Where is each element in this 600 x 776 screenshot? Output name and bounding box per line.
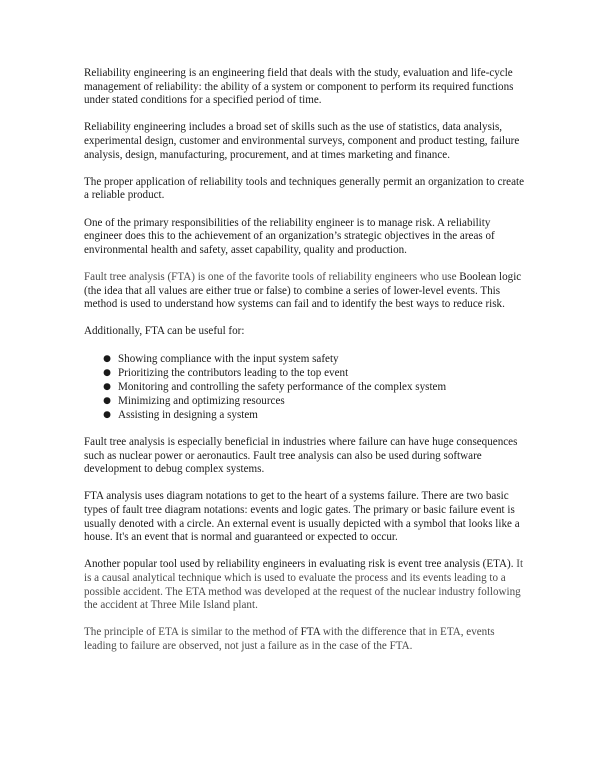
paragraph-eta-intro <box>84 558 524 612</box>
bullet-icon: ● <box>103 396 111 407</box>
list-item-text: Minimizing and optimizing resources <box>118 395 285 408</box>
bullet-icon: ● <box>103 354 111 365</box>
list-item <box>84 394 524 408</box>
list-item <box>84 352 524 366</box>
paragraph-fta-notations: FTA analysis uses diagram notations to get to the heart of a systems failure. There are two basic types of fault tree diagram notations: events and logic gates. The primary or basic failure event is usually denoted with a circle. An external event is usually depicted with a symbol that looks like a house. It's an event that is normal and guaranteed or expected to occur. <box>84 490 520 544</box>
eta-principle-rest: with the difference that in ETA, events leading to failure are observed, not just a failure as in the case of the FTA. <box>84 626 495 652</box>
paragraph-eta-principle <box>84 626 524 653</box>
eta-principle-fta: FTA <box>300 626 321 639</box>
paragraph-manage-risk: One of the primary responsibilities of the reliability engineer is to manage risk. A reliability engineer does this to the achievement of an organization’s strategic objectives in the areas of environmental health and safety, asset capability, quality and production. <box>84 216 495 256</box>
paragraph-reliability-definition: Reliability engineering is an engineering field that deals with the study, evaluation and life-cycle management of reliability: the ability of a system or component to perform its required functions under stated conditions for a specified period of time. <box>84 67 514 107</box>
list-item-text: Prioritizing the contributors leading to the top event <box>118 367 349 380</box>
bullet-icon: ● <box>103 382 111 393</box>
eta-intro-rest: It is a causal analytical technique which is used to evaluate the process and its events leading to a possible accident. The ETA method was developed at the request of the nuclear industry following the accident at Three Mile Island plant. <box>84 558 524 612</box>
bullet-icon: ● <box>103 368 111 379</box>
paragraph-reliability-skills: Reliability engineering includes a broad set of skills such as the use of statistics, data analysis, experimental design, customer and environmental surveys, component and product testing, failure analysis, design, manufacturing, procurement, and at times marketing and finance. <box>84 121 520 161</box>
list-item <box>84 380 524 394</box>
list-item-text: Monitoring and controlling the safety performance of the complex system <box>118 381 447 394</box>
paragraph-fta-useful: Additionally, FTA can be useful for: <box>84 325 245 338</box>
eta-principle-lead: The principle of ETA is similar to the method of <box>84 626 301 639</box>
fta-uses-list <box>84 352 524 422</box>
paragraph-fta-intro <box>84 271 524 312</box>
paragraph-fta-industries: Fault tree analysis is especially beneficial in industries where failure can have huge consequences such as nuclear power or aeronautics. Fault tree analysis can also be used during software development to debug complex systems. <box>84 436 518 476</box>
list-item-text: Assisting in designing a system <box>118 409 258 422</box>
list-item-text: Showing compliance with the input system safety <box>118 353 339 366</box>
list-item <box>84 408 524 422</box>
document-body <box>84 67 524 667</box>
eta-intro-lead: Another popular tool used by reliability engineers in evaluating risk is event tree analysis (ETA). <box>84 558 514 571</box>
list-item <box>84 366 524 380</box>
paragraph-reliability-tools: The proper application of reliability tools and techniques generally permit an organization to create a reliable product. <box>84 175 524 202</box>
fta-intro-lead: Fault tree analysis (FTA) is one of the favorite tools of reliability engineers who use <box>84 270 457 283</box>
bullet-icon: ● <box>103 410 111 421</box>
fta-intro-rest: Boolean logic (the idea that all values are either true or false) to combine a series of lower-level events. This method is used to understand how systems can fail and to identify the best ways to reduce risk. <box>84 270 522 311</box>
